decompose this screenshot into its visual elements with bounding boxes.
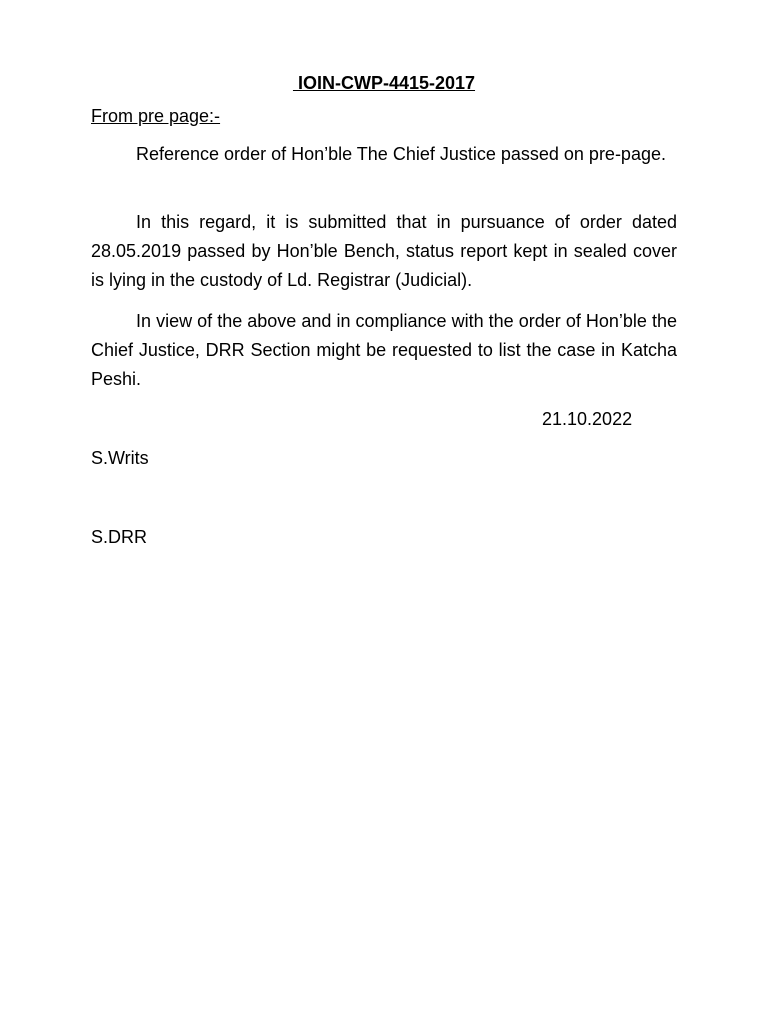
document-page: [91, 0, 677, 1024]
signatory-s-writs: S.Writs: [91, 448, 149, 468]
paragraph-request-listing: In view of the above and in compliance with the order of Hon’ble the Chief Justice, DRR Section might be requested to list the case in Katcha Peshi.: [91, 311, 677, 389]
from-pre-page-label: From pre page:-: [91, 106, 221, 126]
paragraph-status-report: In this regard, it is submitted that in pursuance of order dated 28.05.2019 passed by Hon’ble Bench, status report kept in sealed cover is lying in the custody of Ld. Registrar (Judicial).: [91, 212, 677, 290]
case-number-title: IOIN-CWP-4415-2017: [292, 73, 476, 93]
signatory-s-drr: S.DRR: [91, 527, 148, 547]
document-date: 21.10.2022: [542, 409, 633, 429]
paragraph-reference-order: Reference order of Hon’ble The Chief Justice passed on pre-page.: [136, 144, 666, 164]
